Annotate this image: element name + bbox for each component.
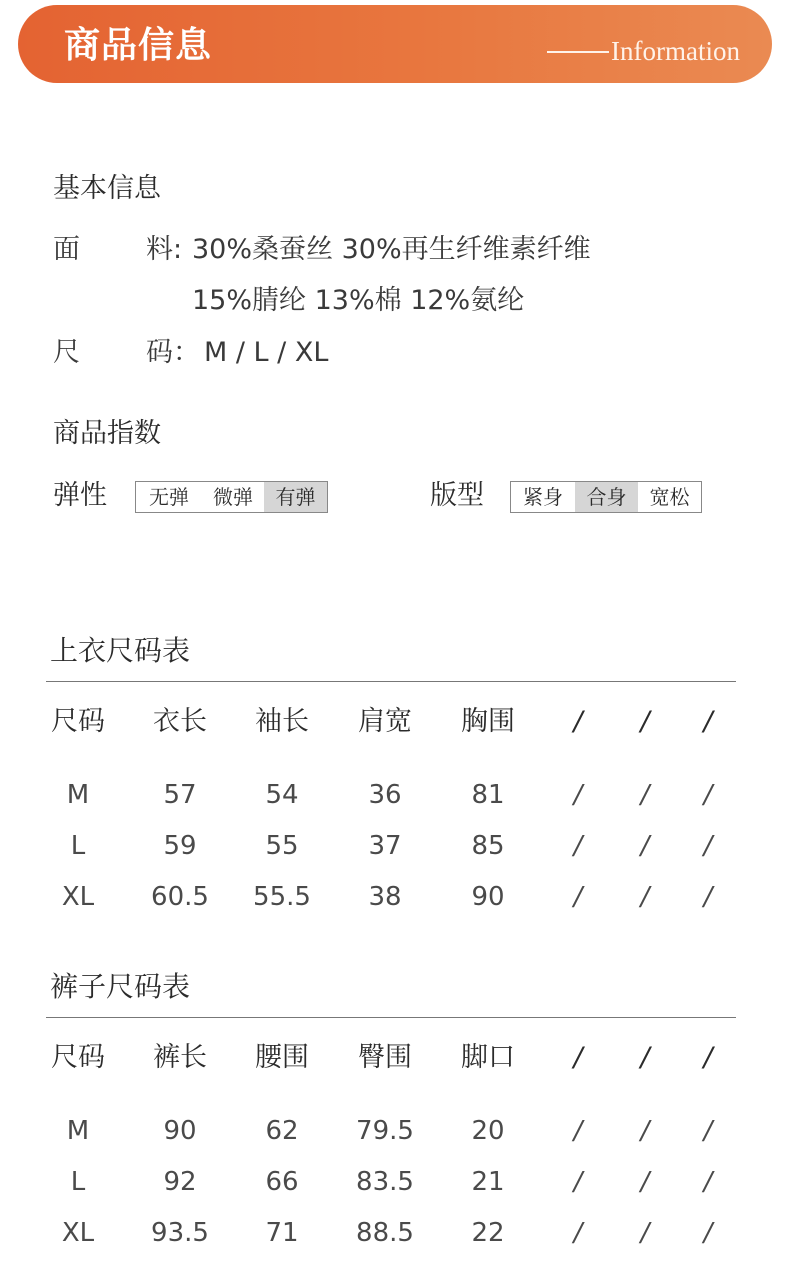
table-header-cell: / [573, 706, 583, 737]
table-header-cell: 裤长 [153, 1042, 207, 1073]
table-cell: / [703, 882, 713, 912]
table-cell: 21 [471, 1167, 505, 1197]
table-header-cell: 尺码 [51, 706, 105, 737]
table-cell: 60.5 [151, 882, 209, 912]
table-header-cell: 胸围 [461, 706, 515, 737]
fabric-label-2: 料: [146, 234, 183, 265]
table-cell: 93.5 [151, 1218, 209, 1248]
fabric-label-1: 面 [53, 234, 80, 265]
fit-option-selected: 合身 [575, 482, 638, 512]
table-cell: 57 [163, 780, 197, 810]
fabric-composition-line-1: 30%桑蚕丝 30%再生纤维素纤维 [192, 234, 591, 265]
fit-scale [510, 481, 702, 513]
table-divider [46, 681, 736, 682]
table-cell: / [640, 831, 650, 861]
table-cell: 71 [265, 1218, 299, 1248]
table-cell: / [573, 1167, 583, 1197]
table-cell: 81 [471, 780, 505, 810]
elasticity-option: 无弹 [149, 485, 189, 509]
size-label-1: 尺 [53, 337, 80, 368]
table-cell: 79.5 [356, 1116, 414, 1146]
table-cell: XL [61, 1218, 95, 1248]
fit-option: 紧身 [523, 485, 563, 509]
table-header-cell: 臀围 [358, 1042, 412, 1073]
pants-size-table-title: 裤子尺码表 [50, 970, 191, 1003]
table-cell: M [66, 780, 90, 810]
fabric-composition-line-2: 15%腈纶 13%棉 12%氨纶 [192, 285, 525, 316]
banner-subtitle-text: Information [611, 36, 740, 66]
table-cell: M [66, 1116, 90, 1146]
size-label-2: 码： [146, 337, 200, 368]
banner-title: 商品信息 [64, 25, 213, 66]
table-header-cell: 腰围 [255, 1042, 309, 1073]
table-cell: / [703, 780, 713, 810]
section-banner [18, 5, 772, 83]
table-cell: / [640, 1167, 650, 1197]
table-cell: 66 [265, 1167, 299, 1197]
table-cell: 88.5 [356, 1218, 414, 1248]
table-cell: / [573, 1218, 583, 1248]
top-size-table-title: 上衣尺码表 [50, 634, 191, 667]
table-cell: / [640, 1218, 650, 1248]
table-header-cell: 尺码 [51, 1042, 105, 1073]
table-cell: / [640, 882, 650, 912]
table-cell: 55 [265, 831, 299, 861]
table-header-cell: 衣长 [153, 706, 207, 737]
fit-label: 版型 [430, 480, 484, 511]
product-index-title: 商品指数 [53, 418, 161, 449]
table-header-cell: / [703, 706, 713, 737]
table-cell: / [573, 1116, 583, 1146]
table-cell: 62 [265, 1116, 299, 1146]
table-cell: 37 [368, 831, 402, 861]
table-cell: XL [61, 882, 95, 912]
table-cell: / [573, 831, 583, 861]
table-header-cell: 肩宽 [358, 706, 412, 737]
table-cell: 85 [471, 831, 505, 861]
fit-option: 宽松 [649, 485, 690, 509]
table-cell: / [640, 1116, 650, 1146]
basic-info-title: 基本信息 [53, 173, 161, 204]
table-cell: 90 [163, 1116, 197, 1146]
banner-subtitle [547, 35, 740, 67]
table-cell: 22 [471, 1218, 505, 1248]
elasticity-label: 弹性 [53, 480, 107, 511]
table-cell: / [703, 1116, 713, 1146]
table-cell: 55.5 [253, 882, 311, 912]
table-cell: 83.5 [356, 1167, 414, 1197]
elasticity-option: 微弹 [213, 485, 253, 509]
table-header-cell: 脚口 [461, 1042, 515, 1073]
table-header-cell: / [640, 1042, 650, 1073]
table-cell: 90 [471, 882, 505, 912]
table-cell: 20 [471, 1116, 505, 1146]
banner-dash [547, 51, 609, 53]
table-cell: 92 [163, 1167, 197, 1197]
table-header-cell: / [703, 1042, 713, 1073]
table-cell: 36 [368, 780, 402, 810]
table-divider [46, 1017, 736, 1018]
table-header-cell: / [640, 706, 650, 737]
table-cell: L [70, 1167, 86, 1197]
table-cell: 54 [265, 780, 299, 810]
table-cell: / [640, 780, 650, 810]
table-header-cell: / [573, 1042, 583, 1073]
table-cell: 59 [163, 831, 197, 861]
table-cell: 38 [368, 882, 402, 912]
table-header-cell: 袖长 [255, 706, 309, 737]
table-cell: / [573, 780, 583, 810]
elasticity-option-selected: 有弹 [264, 482, 327, 512]
table-cell: / [573, 882, 583, 912]
size-options: M / L / XL [204, 337, 329, 368]
table-cell: / [703, 1167, 713, 1197]
elasticity-scale [135, 481, 328, 513]
table-cell: / [703, 1218, 713, 1248]
table-cell: L [70, 831, 86, 861]
table-cell: / [703, 831, 713, 861]
